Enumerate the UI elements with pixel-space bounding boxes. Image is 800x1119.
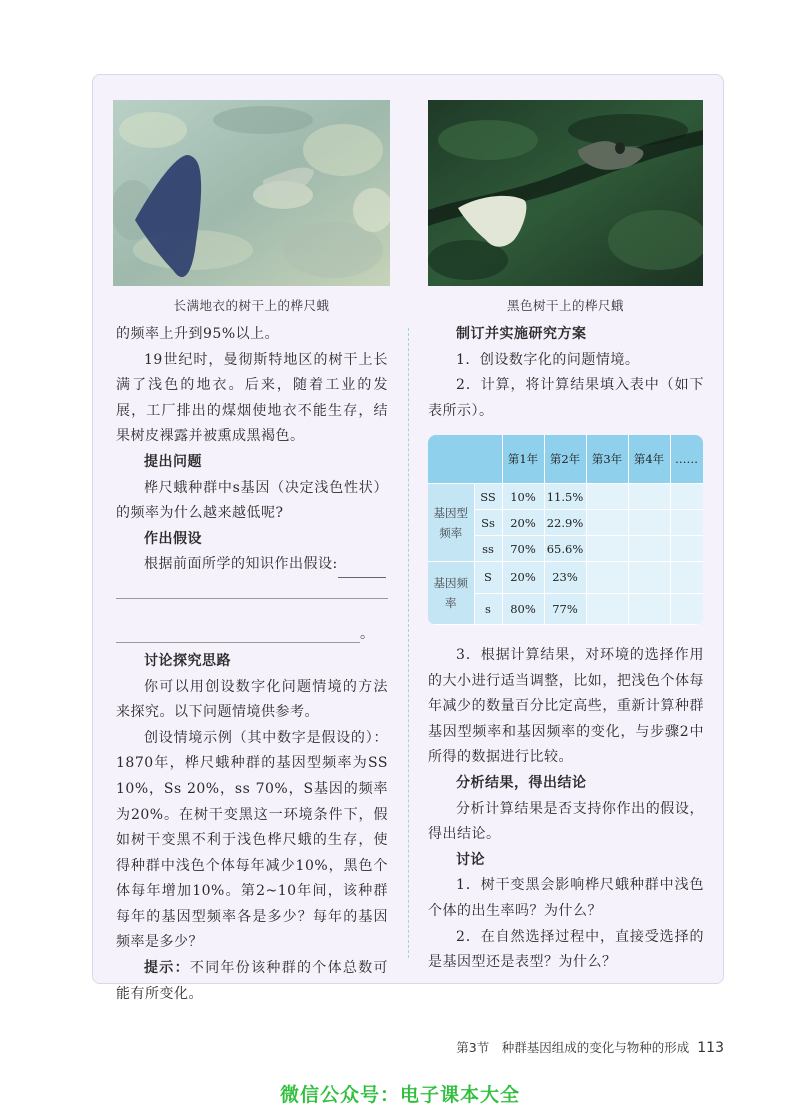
discussion-q1: 1．树干变黑会影响桦尺蛾种群中浅色个体的出生率吗？为什么？ [428,877,704,919]
page-footer [456,1038,724,1056]
header-year-3: 第3年 [586,435,628,484]
row-label: S [474,562,502,593]
header-year-2: 第2年 [544,435,586,484]
heading-discuss-approach: 讨论探究思路 [144,652,231,669]
frequency-table [428,435,703,625]
heading-plan: 制订并实施研究方案 [456,326,587,342]
heading-analysis: 分析结果，得出结论 [456,774,587,791]
row-label: Ss [474,510,502,536]
heading-discussion: 讨论 [456,851,485,868]
cell-empty[interactable] [670,593,703,624]
cell-empty[interactable] [670,562,703,593]
paragraph-background: 19世纪时，曼彻斯特地区的树干上长满了浅色的地衣。后来，随着工业的发展，工厂排出的煤烟使地衣不能生存，结果树皮裸露并被熏成黑褐色。 [116,351,388,445]
analysis-text: 分析计算结果是否支持你作出的假设，得出结论。 [428,800,704,843]
cell-empty[interactable] [586,484,628,510]
cell: 20% [502,562,544,593]
header-ellipsis: …… [670,435,703,484]
answer-blank[interactable] [338,563,386,578]
heading-hypothesis: 作出假设 [144,530,202,547]
hint-text: 提示：不同年份该种群的个体总数可能有所变化。 [116,960,389,1002]
photo-caption-right: 黑色树干上的桦尺蛾 [506,298,624,313]
cell-empty[interactable] [628,593,670,624]
cell: 70% [502,536,544,562]
cell: 80% [502,593,544,624]
discuss-text: 你可以用创设数字化问题情境的方法来探究。以下问题情境供参考。 [116,678,388,721]
hypothesis-prompt: 根据前面所学的知识作出假设: [116,552,388,578]
cell-empty[interactable] [670,510,703,536]
header-year-4: 第4年 [628,435,670,484]
cell-empty[interactable] [670,484,703,510]
cell-empty[interactable] [586,510,628,536]
row-label: SS [474,484,502,510]
cell-empty[interactable] [670,536,703,562]
row-label: s [474,593,502,624]
group-allele: 基因频率 [428,562,474,625]
cell-empty[interactable] [628,484,670,510]
table-corner [428,435,502,484]
right-column-bottom [428,643,704,976]
cell-empty[interactable] [628,562,670,593]
right-column-top [428,322,704,424]
cell: 22.9% [544,510,586,536]
cell-empty[interactable] [586,562,628,593]
cell: 65.6% [544,536,586,562]
discussion-q2: 2．在自然选择过程中，直接受选择的是基因型还是表型？为什么？ [428,928,704,971]
cell-empty[interactable] [586,593,628,624]
cell-empty[interactable] [586,536,628,562]
header-year-1: 第1年 [502,435,544,484]
question-text: 桦尺蛾种群中s基因（决定浅色性状）的频率为什么越来越低呢? [116,479,388,522]
step-1: 1．创设数字化的问题情境。 [456,351,640,368]
cell: 10% [502,484,544,510]
step-3: 3．根据计算结果，对环境的选择作用的大小进行适当调整，比如，把浅色个体每年减少的数量百分比定高些，重新计算种群基因型频率和基因频率的变化，与步骤2中所得的数据进行比较。 [428,647,704,766]
example-text: 创设情境示例（其中数字是假设的）：1870年，桦尺蛾种群的基因型频率为SS 10%，Ss 20%，ss 70%，S基因的频率为20%。在树干变黑这一环境条件下，假如树干变黑不利于浅色桦尺蛾的生存，使得种群中浅色个体每年减少10%，黑色个体每年增加10%。第2~10年间，该种群每年的基因型频率各是多少？每年的基因频率是多少？ [116,729,388,951]
cell-empty[interactable] [628,510,670,536]
section-title: 第3节 种群基因组成的变化与物种的形成 [456,1040,690,1055]
column-divider [408,328,409,958]
wechat-watermark: 微信公众号：电子课本大全 [279,1084,520,1106]
group-genotype: 基因型频率 [428,484,474,562]
answer-line-2[interactable] [116,642,360,643]
cell: 11.5% [544,484,586,510]
heading-question: 提出问题 [144,453,202,470]
photo-dark-trunk [428,100,703,286]
cell-empty[interactable] [628,536,670,562]
page-number: 113 [697,1040,724,1056]
photo-lichen-trunk [113,100,390,286]
period-mark: 。 [360,625,374,642]
photo-caption-left: 长满地衣的树干上的桦尺蛾 [173,298,330,313]
continuation-text: 的频率上升到95%以上。 [116,326,280,342]
cell: 23% [544,562,586,593]
cell: 77% [544,593,586,624]
row-label: ss [474,536,502,562]
cell: 20% [502,510,544,536]
step-2: 2．计算，将计算结果填入表中（如下表所示）。 [428,377,704,419]
left-column [116,322,388,1007]
